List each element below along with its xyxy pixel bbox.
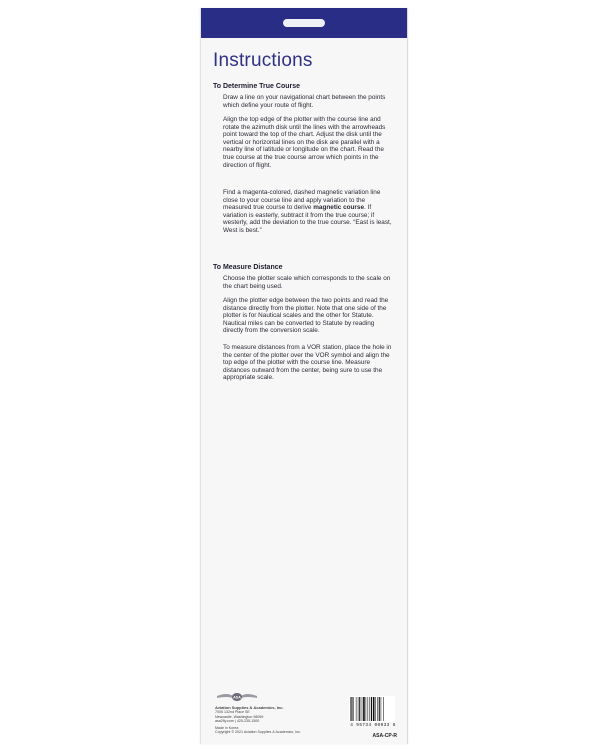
barcode-bar [379, 697, 380, 721]
publisher-info [215, 706, 325, 735]
barcode [349, 696, 395, 722]
copyright: Copyright © 2021 Aviation Supplies & Academics, Inc. [215, 730, 301, 735]
logo-text: ASA [233, 695, 241, 700]
barcode-bar [370, 697, 371, 721]
header-band [201, 8, 407, 38]
barcode-bar [362, 697, 363, 721]
paragraph-distance-1: Choose the plotter scale which corresponds to the scale on the chart being used. [223, 275, 391, 290]
hang-slot [283, 19, 325, 27]
paragraph-true-course-3: Find a magenta-colored, dashed magnetic variation line close to your course line and apply variation to the measured true course to derive magnetic course. If variation is easterly, subtract it from the true course; if westerly, add the deviation to the true course. “East is least, West is best.” [223, 189, 392, 234]
paragraph-distance-3: To measure distances from a VOR station, place the hole in the center of the plotter over the VOR symbol and align the top edge of the plotter with the course line. Measure distances outward from the center, being sure to use the appropriate scale. [223, 344, 392, 382]
barcode-bar [366, 697, 367, 721]
contact-line: asa2fly.com | 425-235-1500 [215, 718, 260, 723]
company-name: Aviation Supplies & Academics, Inc. [215, 705, 284, 710]
barcode-bar [381, 697, 382, 721]
barcode-bar [363, 697, 365, 721]
barcode-bar [350, 697, 351, 721]
paragraph-true-course-2: Align the top edge of the plotter with the course line and rotate the azimuth disk until the lines with the arrowheads point toward the top of the chart. Adjust the disk until the vertical or horizontal lines on the disk are parallel with a nearby line of latitude or longitude on the chart. Read the true course at the true course arrow which points in the direction of flight. [223, 116, 386, 169]
barcode-bar [358, 697, 359, 721]
sku-label: ASA-CP-R [372, 733, 397, 739]
barcode-bar [353, 697, 354, 721]
barcode-bar [371, 697, 372, 721]
address-line-2: Newcastle, Washington 98059 [215, 714, 264, 719]
barcode-number: 4 95734 00033 6 [350, 723, 396, 728]
paragraph-distance-2: Align the plotter edge between the two points and read the distance directly from the plotter. Note that one side of the plotter is for Nautical scales and the other for Statute. Nautical miles can be converted to Statute by reading directly from the conversion scale. [223, 297, 389, 335]
section-heading-true-course: To Determine True Course [213, 83, 301, 90]
plotter-back-card [200, 8, 408, 744]
barcode-bar [351, 697, 352, 721]
page-title: Instructions [213, 50, 313, 71]
asa-wings-logo [215, 690, 259, 704]
barcode-bar [383, 697, 384, 721]
bold-term-magnetic-course: magnetic course [313, 204, 365, 212]
barcode-bar [373, 697, 375, 721]
barcode-bar [356, 697, 357, 721]
barcode-bar [368, 697, 369, 721]
barcode-bar [377, 697, 378, 721]
barcode-bar [375, 697, 376, 721]
section-heading-distance: To Measure Distance [213, 264, 283, 271]
paragraph-true-course-1: Draw a line on your navigational chart between the points which define your route of flight. [223, 94, 386, 109]
address-line-1: 7005 132nd Place SE [215, 710, 250, 715]
barcode-bar [359, 697, 360, 721]
made-in: Made in Korea [215, 726, 239, 731]
